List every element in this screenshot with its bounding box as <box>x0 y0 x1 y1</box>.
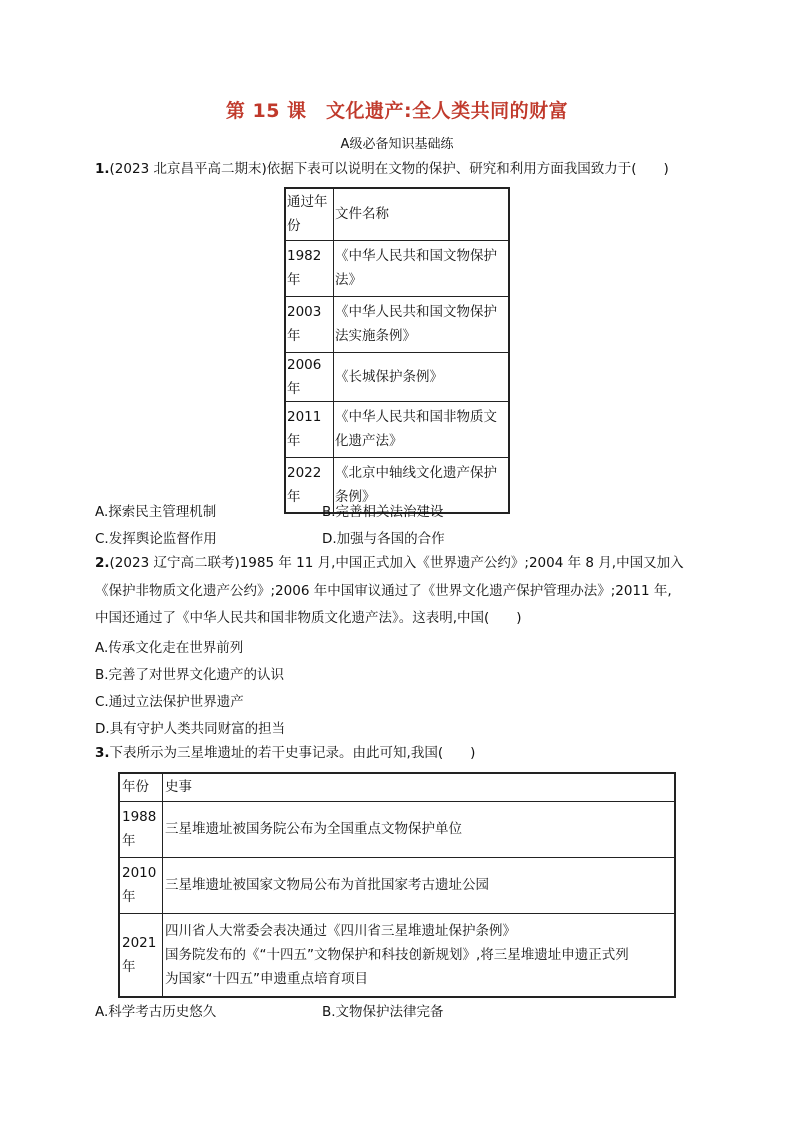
table-row <box>285 296 509 352</box>
q2-option-a: A.传承文化走在世界前列 <box>95 640 244 656</box>
table-cell-year: 2021 年 <box>119 913 163 997</box>
q2-option-b: B.完善了对世界文化遗产的认识 <box>95 667 285 683</box>
table-row <box>119 913 675 997</box>
question-1 <box>95 160 669 178</box>
question-2-number: 2. <box>95 555 110 571</box>
q3-option-a: A.科学考古历史悠久 <box>95 1004 217 1020</box>
table-cell-document: 《中华人民共和国文物保护法》 <box>334 240 510 296</box>
table-row <box>285 401 509 457</box>
q3-option-b: B.文物保护法律完备 <box>322 1004 444 1020</box>
q2-option-c: C.通过立法保护世界遗产 <box>95 694 244 710</box>
q2-option-d: D.具有守护人类共同财富的担当 <box>95 721 286 737</box>
q1-option-a: A.探索民主管理机制 <box>95 504 217 520</box>
table-row <box>285 352 509 401</box>
question-2-line-2: 《保护非物质文化遗产公约》;2006 年中国审议通过了《世界文化遗产保护管理办法》;2011 年, <box>95 583 672 599</box>
question-1-stem: (2023 北京昌平高二期末)依据下表可以说明在文物的保护、研究和利用方面我国致力于( ) <box>109 161 669 177</box>
table-header-year: 年份 <box>119 773 163 801</box>
table-event-line: 四川省人大常委会表决通过《四川省三星堆遗址保护条例》 <box>165 922 516 939</box>
table-cell-year: 1988 年 <box>119 801 163 857</box>
table-header-document: 文件名称 <box>334 188 510 240</box>
table-header-row <box>119 773 675 801</box>
table-cell-year: 2003 年 <box>285 296 334 352</box>
table-event-line: 国务院发布的《“十四五”文物保护和科技创新规划》,将三星堆遗址申遗正式列 <box>165 946 629 963</box>
question-3-table <box>118 772 676 998</box>
table-header-year: 通过年份 <box>285 188 334 240</box>
lesson-title: 第 15 课 文化遗产:全人类共同的财富 <box>225 100 569 122</box>
table-cell-document: 《中华人民共和国非物质文化遗产法》 <box>334 401 510 457</box>
q1-option-c: C.发挥舆论监督作用 <box>95 531 217 547</box>
table-cell-document: 《长城保护条例》 <box>334 352 510 401</box>
table-cell-year: 2006 年 <box>285 352 334 401</box>
table-cell-event: 三星堆遗址被国务院公布为全国重点文物保护单位 <box>163 801 676 857</box>
table-cell-year: 1982 年 <box>285 240 334 296</box>
table-header-row <box>285 188 509 240</box>
table-cell-document: 《北京中轴线文化遗产保护条例》 <box>334 457 510 513</box>
table-row <box>119 801 675 857</box>
section-subtitle: A级必备知识基础练 <box>340 137 454 152</box>
table-row <box>119 857 675 913</box>
table-header-events: 史事 <box>163 773 676 801</box>
q1-option-d: D.加强与各国的合作 <box>322 531 445 547</box>
question-1-table <box>284 187 510 514</box>
table-cell-year: 2022 年 <box>285 457 334 513</box>
table-event-line: 为国家“十四五”申遗重点培育项目 <box>165 970 368 987</box>
question-2-stem: (2023 辽宁高二联考)1985 年 11 月,中国正式加入《世界遗产公约》;2004 年 8 月,中国又加入 <box>109 555 684 571</box>
question-3-number: 3. <box>95 745 110 761</box>
table-cell-year: 2010 年 <box>119 857 163 913</box>
q1-option-b: B.完善相关法治建设 <box>322 504 444 520</box>
table-cell-year: 2011 年 <box>285 401 334 457</box>
table-cell-document: 《中华人民共和国文物保护法实施条例》 <box>334 296 510 352</box>
table-cell-events <box>163 913 676 997</box>
question-3-stem: 下表所示为三星堆遗址的若干史事记录。由此可知,我国( ) <box>109 745 476 761</box>
table-row <box>285 240 509 296</box>
table-cell-event: 三星堆遗址被国家文物局公布为首批国家考古遗址公园 <box>163 857 676 913</box>
question-2-line-1 <box>95 554 684 572</box>
question-3 <box>95 744 475 762</box>
question-2-line-3: 中国还通过了《中华人民共和国非物质文化遗产法》。这表明,中国( ) <box>95 610 522 626</box>
question-1-number: 1. <box>95 161 110 177</box>
